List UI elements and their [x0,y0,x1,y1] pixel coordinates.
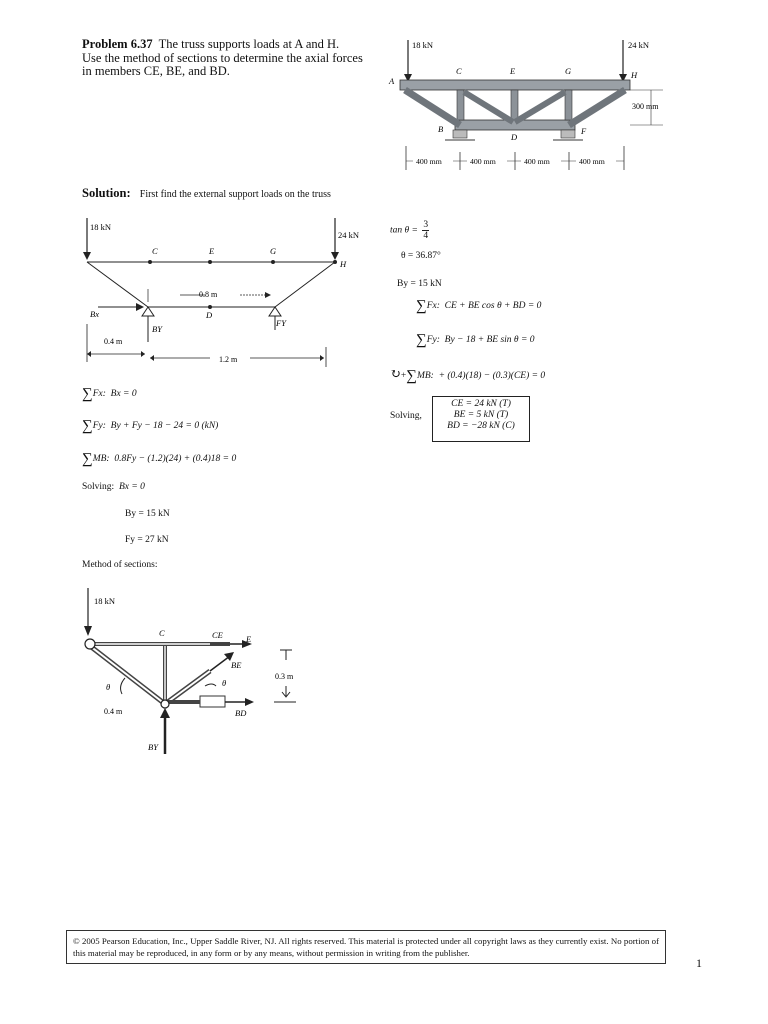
span-dim-2: 400 mm [470,157,496,166]
truss-label-C: C [456,66,462,76]
fbd2-dim-04: 0.4 m [104,707,123,716]
span-dim-3: 400 mm [524,157,550,166]
eq-right-mb: ↻+∑MB: + (0.4)(18) − (0.3)(CE) = 0 [390,366,546,384]
problem-text-3: in members CE, BE, and BD. [82,64,230,78]
eq-fx-body: Bx = 0 [110,389,137,399]
eq-mb-body: 0.8Fy − (1.2)(24) + (0.4)18 = 0 [114,454,237,464]
fbd1-label-G: G [270,246,277,256]
eq-fx-label: Fx: [92,389,106,399]
result-ce: CE = 24 kN (T) [451,399,511,409]
result-bd: BD = −28 kN (C) [447,421,515,431]
fbd1-label-Bx: Bx [90,309,99,319]
truss-label-D: D [511,132,518,142]
fbd2-label-CE: CE [212,630,223,640]
truss-load-right: 24 kN [628,40,650,50]
eq-mb-label: MB: [92,454,110,464]
fbd1-load-left: 18 kN [90,222,112,232]
eq-right-fx: ∑Fx: CE + BE cos θ + BD = 0 [416,298,542,314]
moment-arrow-icon: ↻ [390,366,401,381]
eq-fy-body: By + Fy − 18 − 24 = 0 (kN) [110,421,219,431]
method-of-sections-label: Method of sections: [82,560,158,570]
solving-label: Solving: Bx = 0 [82,482,145,492]
eq-right-mb-body: + (0.4)(18) − (0.3)(CE) = 0 [438,371,546,381]
fbd1-dim-04: 0.4 m [104,337,123,346]
fbd2-theta-left: θ [106,682,111,692]
fbd1-label-Fy: FY [276,318,286,328]
fbd1-label-E: E [209,246,215,256]
eq-tan-theta: $\tan \theta = \frac{3}{4}$ [390,220,429,241]
fbd2-label-E: E [246,634,252,644]
fbd2-theta-right: θ [222,678,227,688]
fbd2-dim-03: 0.3 m [275,672,294,681]
solution-heading [82,186,331,201]
eq-sum-fx: ∑Fx: Bx = 0 [82,386,137,402]
fbd1-label-By: BY [152,324,162,334]
by-value: By = 15 kN [397,279,442,289]
theta-value: θ = 36.87° [401,251,441,261]
fbd-whole-truss [80,212,360,372]
eq-right-fy: ∑Fy: By − 18 + BE sin θ = 0 [416,332,535,348]
tan-numerator: 3 [423,220,429,230]
fbd-section [80,586,310,756]
truss-label-H: H [631,70,638,80]
problem-text-1: The truss supports loads at A and H. [158,37,340,51]
truss-label-G: G [565,66,572,76]
result-bx: Bx = 0 [118,482,145,492]
truss-label-A: A [389,76,395,86]
solution-label: Solution: [82,186,131,200]
eq-sum-fy: ∑Fy: By + Fy − 18 − 24 = 0 (kN) [82,418,219,434]
fbd1-label-C: C [152,246,158,256]
fbd2-label-By: BY [148,742,158,752]
fbd1-label-H: H [340,259,347,269]
fbd1-dim-08: 0.8 m [199,290,218,299]
fbd2-label-BD: BD [235,708,247,718]
solving-right-label: Solving, [390,411,422,421]
solution-intro: First find the external support loads on the truss [139,189,331,200]
span-dim-1: 400 mm [416,157,442,166]
fbd2-label-BE: BE [231,660,242,670]
fbd1-load-right: 24 kN [338,230,360,240]
fbd1-label-D: D [206,310,213,320]
result-fy: Fy = 27 kN [125,535,169,545]
truss-load-left: 18 kN [412,40,434,50]
results-box [432,396,530,442]
fbd1-dim-12: 1.2 m [219,355,238,364]
page-number: 1 [696,956,702,970]
fbd2-label-C: C [159,628,165,638]
truss-height-dim: 300 mm [632,102,659,111]
truss-label-F: F [581,126,587,136]
span-dim-4: 400 mm [579,157,605,166]
truss-label-E: E [510,66,516,76]
eq-right-fy-body: By − 18 + BE sin θ = 0 [444,335,535,345]
truss-label-B: B [438,124,444,134]
fbd2-load: 18 kN [94,596,116,606]
copyright-footer: © 2005 Pearson Education, Inc., Upper Saddle River, NJ. All rights reserved. This material is protected under all copyright laws as they currently exist. No portion of this material may be reproduced, in any form or by any means, without permission in writing from the publisher. [66,930,666,964]
result-be: BE = 5 kN (T) [453,410,509,420]
eq-fy-label: Fy: [92,421,106,431]
truss-figure [385,34,685,180]
eq-sum-mb: ∑MB: 0.8Fy − (1.2)(24) + (0.4)18 = 0 [82,451,237,467]
problem-text-2: Use the method of sections to determine the axial forces [82,50,363,65]
eq-right-fx-body: CE + BE cos θ + BD = 0 [444,301,542,311]
problem-heading: Problem 6.37 [82,37,153,51]
tan-denominator: 4 [423,231,429,241]
problem-statement [82,38,382,79]
result-by: By = 15 kN [125,509,170,519]
